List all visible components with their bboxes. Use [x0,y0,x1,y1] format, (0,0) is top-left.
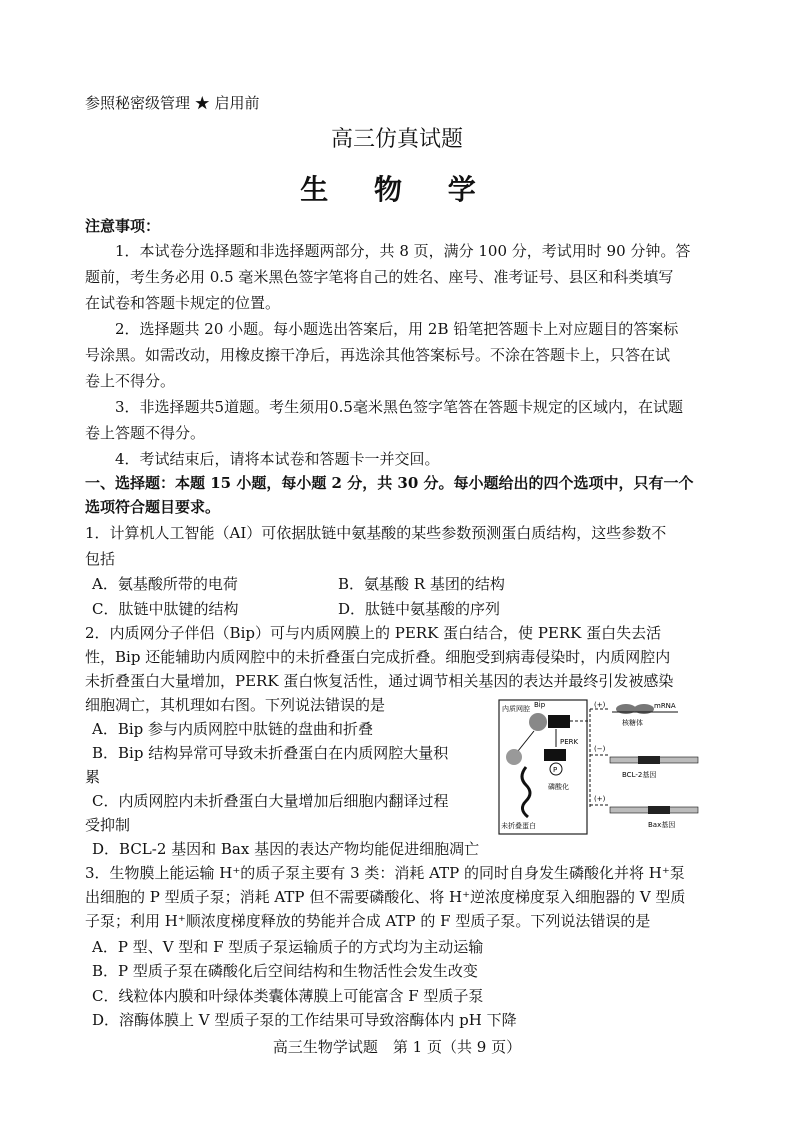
q1-option-a: A．氨基酸所带的电荷 [92,575,238,593]
er-label: 内质网腔 [502,705,530,713]
notice-line: 号涂黑。如需改动，用橡皮擦干净后，再选涂其他答案标号。不涂在答题卡上，只答在试 [85,346,671,364]
section-heading: 选项符合题目要求。 [85,498,221,516]
notice-line: 在试卷和答题卡规定的位置。 [85,294,281,312]
q3-option-a: A．P 型、V 型和 F 型质子泵运输质子的方式均为主动运输 [92,938,484,956]
section-heading: 一、选择题：本题 15 小题，每小题 2 分，共 30 分。每小题给出的四个选项中，只有一个 [85,474,694,492]
notice-line: 卷上答题不得分。 [85,424,206,442]
q1-stem: 包括 [85,550,116,568]
exam-title: 高三仿真试题 [330,127,463,152]
q3-option-c: C．线粒体内膜和叶绿体类囊体薄膜上可能富含 F 型质子泵 [92,987,484,1005]
effect-minus: (−) [594,745,606,753]
q2-option-c: C．内质网腔内未折叠蛋白大量增加后细胞内翻译过程 [92,792,449,810]
notice-line: 题前，考生务必用 0.5 毫米黑色签字笔将自己的姓名、座号、准考证号、县区和科类填写 [85,268,674,286]
q2-option-b-cont: 累 [85,768,101,786]
notice-line: 3．非选择题共5道题。考生须用0.5毫米黑色签字笔答在答题卡规定的区域内，在试题 [115,398,683,416]
secrecy-label: 参照秘密级管理 ★ 启用前 [85,94,260,112]
unfolded-protein-shape [522,767,530,817]
subject-title: 生 物 学 [300,173,494,206]
q2-option-d: D．BCL-2 基因和 Bax 基因的表达产物均能促进细胞凋亡 [92,840,480,858]
perk-protein [548,715,570,728]
q2-stem: 细胞凋亡，其机理如右图。下列说法错误的是 [85,696,386,714]
q2-option-c-cont: 受抑制 [85,816,131,834]
bip-shape [529,713,547,731]
notice-line: 4．考试结束后，请将本试卷和答题卡一并交回。 [115,450,440,468]
bip-released [506,749,522,765]
bip-label: Bip [534,701,546,709]
notice-line: 2．选择题共 20 小题。每小题选出答案后，用 2B 铅笔把答题卡上对应题目的答案标 [115,320,679,338]
q3-option-d: D．溶酶体膜上 V 型质子泵的工作结果可导致溶酶体内 pH 下降 [92,1011,517,1029]
ribosome-label: 核糖体 [622,719,643,727]
arrow-bip-release [518,731,534,751]
q2-option-a: A．Bip 参与内质网腔中肽链的盘曲和折叠 [92,720,374,738]
bcl2-gene-segment [638,756,660,764]
q2-option-b: B．Bip 结构异常可导致未折叠蛋白在内质网腔大量积 [92,744,449,762]
effect-plus-1: (+) [594,701,606,709]
bax-label: Bax基因 [648,821,676,829]
q2-stem: 性，Bip 还能辅助内质网腔中的未折叠蛋白完成折叠。细胞受到病毒侵染时，内质网腔内 [85,648,671,666]
q2-stem: 2．内质网分子伴侣（Bip）可与内质网膜上的 PERK 蛋白结合，使 PERK 蛋白失去活 [85,624,662,642]
q3-stem: 出细胞的 P 型质子泵；消耗 ATP 但不需要磷酸化、将 H⁺逆浓度梯度泵入细胞器的 V 型质 [85,888,686,906]
notice-heading: 注意事项： [85,217,161,235]
q1-option-c: C．肽链中肽键的结构 [92,600,239,618]
q1-option-d: D．肽链中氨基酸的序列 [338,600,501,618]
mrna-label: mRNA [654,702,676,710]
q1-option-b: B．氨基酸 R 基团的结构 [338,575,505,593]
bax-gene-segment [648,806,670,814]
mechanism-diagram [498,697,704,839]
unfolded-label: 未折叠蛋白 [501,822,536,830]
effect-plus-2: (+) [594,795,606,803]
notice-line: 卷上不得分。 [85,372,176,390]
q2-stem: 未折叠蛋白大量增加，PERK 蛋白恢复活性，通过调节相关基因的表达并最终引发被感染 [85,672,674,690]
q1-stem: 1．计算机人工智能（AI）可依据肽链中氨基酸的某些参数预测蛋白质结构，这些参数不 [85,524,667,542]
bcl2-label: BCL-2基因 [622,771,657,779]
notice-line: 1．本试卷分选择题和非选择题两部分，共 8 页，满分 100 分，考试用时 90 分钟。答 [115,242,691,260]
q3-stem: 子泵；利用 H⁺顺浓度梯度释放的势能并合成 ATP 的 F 型质子泵。下列说法错误的是 [85,912,651,930]
perk-active [544,749,566,761]
q3-option-b: B．P 型质子泵在磷酸化后空间结构和生物活性会发生改变 [92,962,478,980]
phosphate-label: P [553,766,558,774]
q3-stem: 3．生物膜上能运输 H⁺的质子泵主要有 3 类：消耗 ATP 的同时自身发生磷酸化并将 H⁺泵 [85,864,685,882]
phosphorylation-label: 磷酸化 [548,783,569,791]
perk-label: PERK [560,738,579,746]
page-footer: 高三生物学试题 第 1 页（共 9 页） [272,1038,522,1056]
